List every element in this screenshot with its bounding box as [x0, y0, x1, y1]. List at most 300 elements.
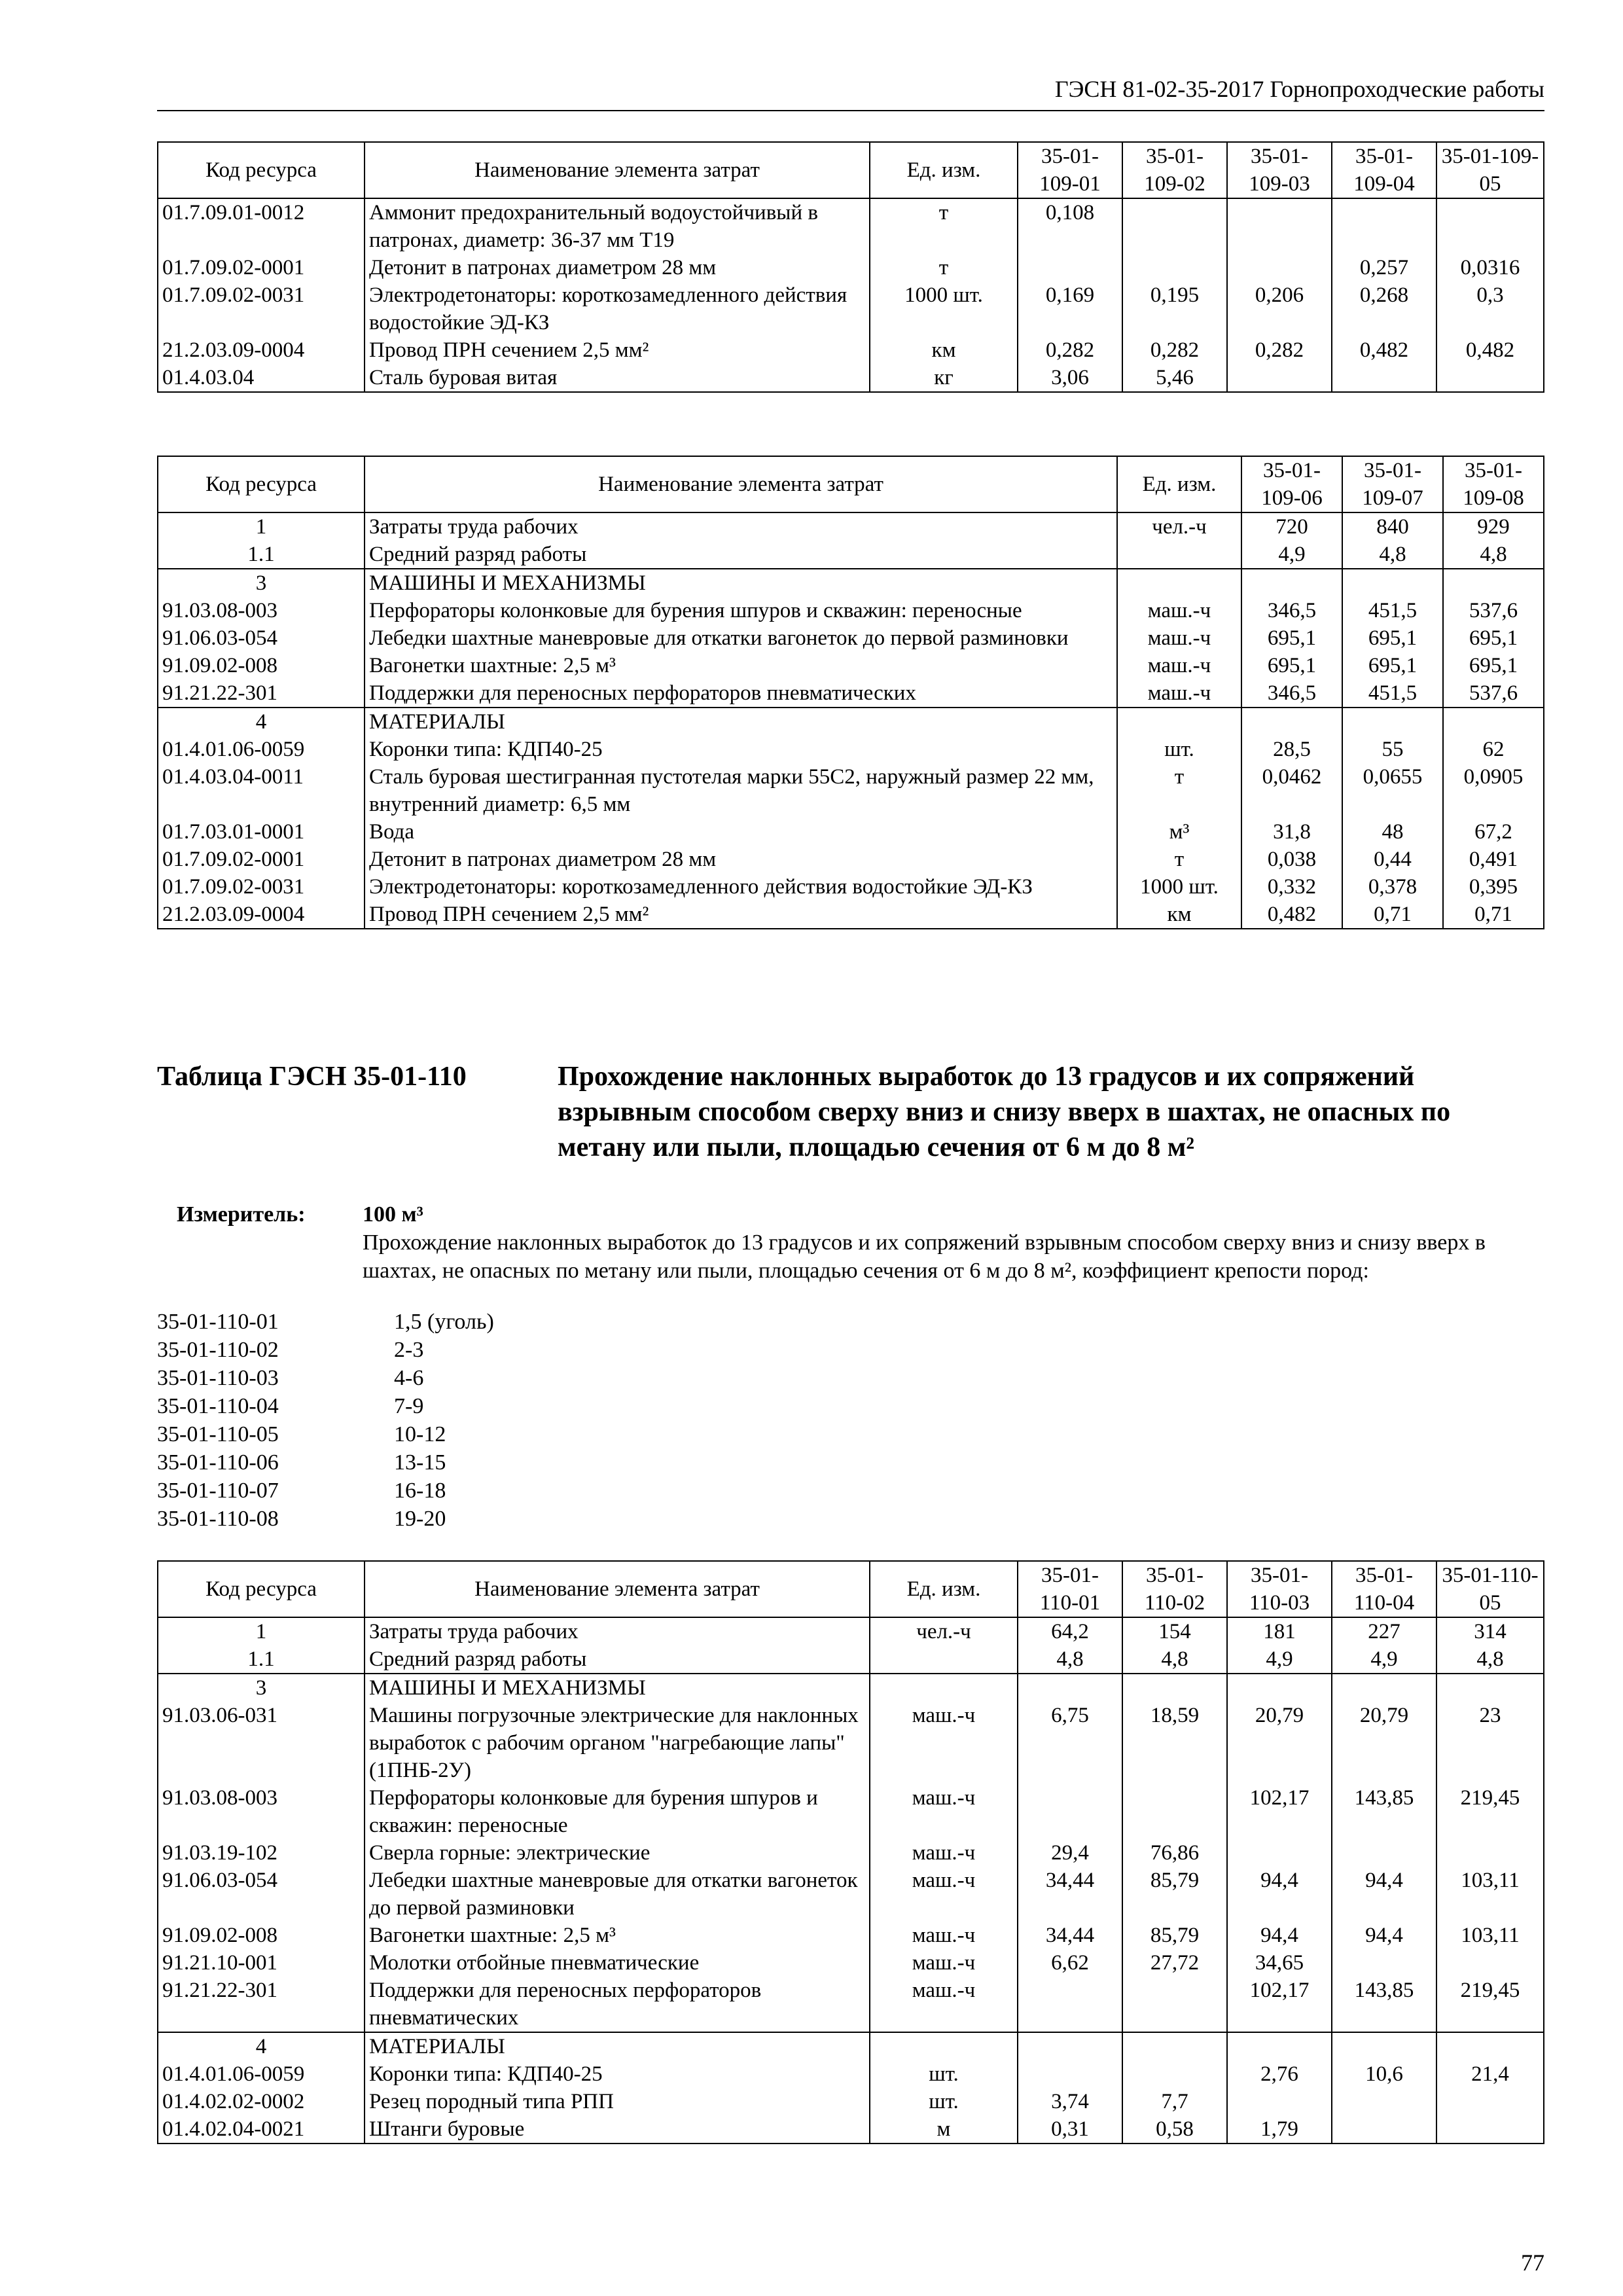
rate-value: 346,5: [1241, 679, 1342, 708]
rate-value: [1227, 2088, 1332, 2115]
resource-name: Средний разряд работы: [365, 1645, 870, 1674]
table-row: [158, 1839, 1544, 1867]
col-header-rate: 35-01-110-03: [1227, 1561, 1332, 1617]
rate-value: 6,62: [1018, 1949, 1122, 1977]
rate-value: [1342, 708, 1443, 736]
rate-code-range: 16-18: [394, 1479, 446, 1503]
resource-code: 1: [158, 1617, 365, 1645]
rate-value: 695,1: [1443, 624, 1544, 652]
rate-value: 76,86: [1122, 1839, 1227, 1867]
resource-unit: шт.: [870, 2088, 1018, 2115]
table-row: [158, 846, 1544, 873]
rate-value: [1018, 2060, 1122, 2088]
col-header-name: Наименование элемента затрат: [365, 142, 870, 198]
rate-code-item: [157, 1308, 746, 1336]
col-header-unit: Ед. изм.: [870, 142, 1018, 198]
rate-value: [1227, 1674, 1332, 1702]
resource-name: Аммонит предохранительный водоустойчивый в патронах, диаметр: 36-37 мм Т19: [365, 198, 870, 254]
rate-value: 5,46: [1122, 364, 1227, 392]
rate-value: 0,395: [1443, 873, 1544, 901]
rate-value: [1122, 1784, 1227, 1839]
resource-name: Сталь буровая витая: [365, 364, 870, 392]
rate-value: 4,8: [1443, 541, 1544, 569]
rate-code-item: [157, 1336, 746, 1364]
rate-value: [1332, 1674, 1436, 1702]
table-row: [158, 1784, 1544, 1839]
table-row: [158, 1617, 1544, 1645]
rate-code-item: [157, 1477, 746, 1505]
rate-value: 85,79: [1122, 1867, 1227, 1922]
rate-code-id: 35-01-110-03: [157, 1366, 279, 1390]
rate-value: [1332, 1949, 1436, 1977]
rate-value: 103,11: [1436, 1922, 1544, 1949]
rate-value: 0,257: [1332, 254, 1436, 281]
resource-code: 91.21.10-001: [158, 1949, 365, 1977]
rate-value: 18,59: [1122, 1702, 1227, 1784]
resource-code: 01.4.03.04: [158, 364, 365, 392]
resource-unit: чел.-ч: [870, 1617, 1018, 1645]
rate-value: 451,5: [1342, 597, 1443, 624]
table-row: [158, 597, 1544, 624]
table-row: [158, 818, 1544, 846]
resource-name: Затраты труда рабочих: [365, 1617, 870, 1645]
resource-code: 91.03.08-003: [158, 1784, 365, 1839]
rate-value: 0,282: [1122, 336, 1227, 364]
resource-code: 91.21.22-301: [158, 1977, 365, 2032]
rate-value: 94,4: [1227, 1922, 1332, 1949]
resource-name: Резец породный типа РПП: [365, 2088, 870, 2115]
rate-value: [1436, 2088, 1544, 2115]
resource-table-109-06-08: [157, 456, 1544, 929]
rate-value: [1436, 1949, 1544, 1977]
col-header-code: Код ресурса: [158, 142, 365, 198]
resource-name: Коронки типа: КДП40-25: [365, 2060, 870, 2088]
rate-value: 537,6: [1443, 679, 1544, 708]
table-row: [158, 1922, 1544, 1949]
resource-unit: маш.-ч: [870, 1702, 1018, 1784]
section-row: [158, 708, 1544, 736]
table-row: [158, 254, 1544, 281]
resource-name: Лебедки шахтные маневровые для откатки вагонеток до первой разминовки: [365, 1867, 870, 1922]
col-header-rate: 35-01-109-03: [1227, 142, 1332, 198]
rate-value: 27,72: [1122, 1949, 1227, 1977]
rate-code-id: 35-01-110-02: [157, 1338, 279, 1362]
table-row: [158, 198, 1544, 254]
rate-code-range: 2-3: [394, 1338, 424, 1362]
resource-unit: чел.-ч: [1117, 512, 1241, 541]
table-row: [158, 1645, 1544, 1674]
rate-value: 0,195: [1122, 281, 1227, 336]
col-header-rate: 35-01-110-05: [1436, 1561, 1544, 1617]
resource-unit: маш.-ч: [1117, 679, 1241, 708]
table-label: Таблица ГЭСН 35-01-110: [157, 1062, 467, 1092]
table-row: [158, 512, 1544, 541]
rate-value: 346,5: [1241, 597, 1342, 624]
resource-code: 91.06.03-054: [158, 1867, 365, 1922]
resource-unit: маш.-ч: [870, 1839, 1018, 1867]
resource-code: 01.7.09.02-0001: [158, 254, 365, 281]
resource-code: 01.4.01.06-0059: [158, 2060, 365, 2088]
rate-value: 4,9: [1332, 1645, 1436, 1674]
rate-value: [1018, 1674, 1122, 1702]
rate-value: [1122, 254, 1227, 281]
page-number: 77: [1521, 2250, 1544, 2276]
resource-unit: маш.-ч: [870, 1949, 1018, 1977]
rate-value: 0,378: [1342, 873, 1443, 901]
rate-value: 0,206: [1227, 281, 1332, 336]
rate-value: [1122, 198, 1227, 254]
table-row: [158, 901, 1544, 929]
resource-name: Коронки типа: КДП40-25: [365, 736, 1117, 763]
rate-value: 64,2: [1018, 1617, 1122, 1645]
resource-unit: м³: [1117, 818, 1241, 846]
measure-label: Измеритель:: [177, 1202, 306, 1227]
resource-unit: 1000 шт.: [870, 281, 1018, 336]
rate-value: 720: [1241, 512, 1342, 541]
resource-name: Перфораторы колонковые для бурения шпуров и скважин: переносные: [365, 597, 1117, 624]
rate-code-list: [157, 1308, 746, 1533]
table-row: [158, 736, 1544, 763]
resource-unit: 1000 шт.: [1117, 873, 1241, 901]
rate-value: 695,1: [1241, 652, 1342, 679]
table-row: [158, 1702, 1544, 1784]
rate-value: [1018, 254, 1122, 281]
rate-code-item: [157, 1392, 746, 1420]
col-header-rate: 35-01-109-06: [1241, 456, 1342, 512]
resource-code: 01.7.09.02-0001: [158, 846, 365, 873]
rate-value: [1332, 2115, 1436, 2144]
resource-name: МАШИНЫ И МЕХАНИЗМЫ: [365, 569, 1117, 597]
rate-value: 0,3: [1436, 281, 1544, 336]
rate-value: [1443, 569, 1544, 597]
rate-value: 21,4: [1436, 2060, 1544, 2088]
rate-value: [1436, 2032, 1544, 2060]
rate-value: 23: [1436, 1702, 1544, 1784]
resource-name: Вагонетки шахтные: 2,5 м³: [365, 1922, 870, 1949]
rate-value: 695,1: [1241, 624, 1342, 652]
rate-code-id: 35-01-110-08: [157, 1507, 279, 1531]
resource-code: 91.09.02-008: [158, 652, 365, 679]
section-row: [158, 569, 1544, 597]
rate-value: 20,79: [1227, 1702, 1332, 1784]
resource-unit: [1117, 708, 1241, 736]
rate-value: 20,79: [1332, 1702, 1436, 1784]
resource-unit: маш.-ч: [870, 1867, 1018, 1922]
rate-value: [1122, 2032, 1227, 2060]
resource-table-109-01-05: [157, 141, 1544, 393]
rate-value: 0,31: [1018, 2115, 1122, 2144]
running-header: ГЭСН 81-02-35-2017 Горнопроходческие работы: [157, 73, 1544, 111]
resource-unit: маш.-ч: [870, 1784, 1018, 1839]
rate-value: 67,2: [1443, 818, 1544, 846]
rate-value: 695,1: [1342, 652, 1443, 679]
rate-value: 695,1: [1443, 652, 1544, 679]
resource-name: Средний разряд работы: [365, 541, 1117, 569]
resource-name: Вода: [365, 818, 1117, 846]
resource-code: 01.4.02.04-0021: [158, 2115, 365, 2144]
rate-value: [1332, 198, 1436, 254]
resource-unit: маш.-ч: [870, 1922, 1018, 1949]
header-row: [158, 456, 1544, 512]
resource-code: 21.2.03.09-0004: [158, 336, 365, 364]
section-row: [158, 1674, 1544, 1702]
resource-code: 01.7.03.01-0001: [158, 818, 365, 846]
resource-name: Лебедки шахтные маневровые для откатки вагонеток до первой разминовки: [365, 624, 1117, 652]
rate-value: 0,71: [1443, 901, 1544, 929]
rate-value: [1018, 1977, 1122, 2032]
rate-value: [1342, 569, 1443, 597]
rate-value: 7,7: [1122, 2088, 1227, 2115]
rate-value: 2,76: [1227, 2060, 1332, 2088]
resource-unit: км: [870, 336, 1018, 364]
resource-unit: [1117, 541, 1241, 569]
resource-unit: [870, 2032, 1018, 2060]
col-header-unit: Ед. изм.: [870, 1561, 1018, 1617]
rate-value: 0,332: [1241, 873, 1342, 901]
rate-value: [1227, 198, 1332, 254]
rate-value: 10,6: [1332, 2060, 1436, 2088]
col-header-unit: Ед. изм.: [1117, 456, 1241, 512]
rate-value: 219,45: [1436, 1784, 1544, 1839]
rate-value: 0,491: [1443, 846, 1544, 873]
rate-value: [1436, 1839, 1544, 1867]
rate-code-id: 35-01-110-06: [157, 1450, 279, 1475]
rate-value: [1436, 364, 1544, 392]
rate-code-range: 13-15: [394, 1450, 446, 1475]
rate-value: 0,0462: [1241, 763, 1342, 818]
rate-value: 94,4: [1227, 1867, 1332, 1922]
rate-value: 0,108: [1018, 198, 1122, 254]
rate-code-item: [157, 1420, 746, 1448]
resource-name: МАШИНЫ И МЕХАНИЗМЫ: [365, 1674, 870, 1702]
rate-value: 4,8: [1018, 1645, 1122, 1674]
rate-value: 0,282: [1018, 336, 1122, 364]
resource-code: 91.21.22-301: [158, 679, 365, 708]
rate-value: 55: [1342, 736, 1443, 763]
rate-code-item: [157, 1505, 746, 1533]
rate-value: [1122, 2060, 1227, 2088]
rate-value: 85,79: [1122, 1922, 1227, 1949]
col-header-rate: 35-01-109-05: [1436, 142, 1544, 198]
resource-name: Молотки отбойные пневматические: [365, 1949, 870, 1977]
measure-unit: 100 м³: [363, 1202, 423, 1227]
rate-value: 181: [1227, 1617, 1332, 1645]
rate-value: [1122, 1674, 1227, 1702]
resource-code: 4: [158, 708, 365, 736]
rate-value: [1122, 1977, 1227, 2032]
col-header-rate: 35-01-109-01: [1018, 142, 1122, 198]
rate-value: 0,268: [1332, 281, 1436, 336]
rate-value: 0,169: [1018, 281, 1122, 336]
col-header-rate: 35-01-110-02: [1122, 1561, 1227, 1617]
table-row: [158, 1977, 1544, 2032]
rate-value: [1332, 2032, 1436, 2060]
header-row: [158, 142, 1544, 198]
resource-name: Провод ПРН сечением 2,5 мм²: [365, 901, 1117, 929]
rate-value: [1332, 2088, 1436, 2115]
resource-unit: [1117, 569, 1241, 597]
table-caption: Прохождение наклонных выработок до 13 градусов и их сопряжений взрывным способом сверху вниз и снизу вверх в шахтах, не опасных по метану или пыли, площадью сечения от 6 м до 8 м²: [558, 1062, 1451, 1162]
header-row: [158, 1561, 1544, 1617]
rate-code-range: 7-9: [394, 1394, 424, 1418]
rate-value: 103,11: [1436, 1867, 1544, 1922]
rate-value: 31,8: [1241, 818, 1342, 846]
resource-unit: маш.-ч: [870, 1977, 1018, 2032]
table-row: [158, 2088, 1544, 2115]
rate-value: 451,5: [1342, 679, 1443, 708]
resource-code: 1: [158, 512, 365, 541]
col-header-code: Код ресурса: [158, 1561, 365, 1617]
rate-value: [1227, 364, 1332, 392]
rate-value: 1,79: [1227, 2115, 1332, 2144]
rate-value: [1227, 1839, 1332, 1867]
rate-value: 840: [1342, 512, 1443, 541]
rate-value: 34,44: [1018, 1922, 1122, 1949]
resource-unit: т: [870, 254, 1018, 281]
rate-code-range: 1,5 (уголь): [394, 1310, 494, 1334]
rate-value: [1018, 1784, 1122, 1839]
rate-value: 0,44: [1342, 846, 1443, 873]
rate-value: 0,0655: [1342, 763, 1443, 818]
rate-value: 4,8: [1436, 1645, 1544, 1674]
resource-code: 01.4.01.06-0059: [158, 736, 365, 763]
resource-code: 91.06.03-054: [158, 624, 365, 652]
resource-unit: маш.-ч: [1117, 652, 1241, 679]
resource-code: 91.03.19-102: [158, 1839, 365, 1867]
rate-value: 0,282: [1227, 336, 1332, 364]
rate-value: 3,74: [1018, 2088, 1122, 2115]
rate-value: [1227, 254, 1332, 281]
rate-value: 0,71: [1342, 901, 1443, 929]
rate-value: 0,0316: [1436, 254, 1544, 281]
rate-value: [1018, 2032, 1122, 2060]
rate-value: 28,5: [1241, 736, 1342, 763]
table-row: [158, 281, 1544, 336]
col-header-rate: 35-01-109-04: [1332, 142, 1436, 198]
rate-value: 34,44: [1018, 1867, 1122, 1922]
rate-code-range: 10-12: [394, 1422, 446, 1446]
resource-code: 01.4.03.04-0011: [158, 763, 365, 818]
resource-table-110-01-05: [157, 1560, 1544, 2144]
rate-value: 0,58: [1122, 2115, 1227, 2144]
resource-name: Сталь буровая шестигранная пустотелая марки 55С2, наружный размер 22 мм, внутренний диаметр: 6,5 мм: [365, 763, 1117, 818]
resource-code: 3: [158, 1674, 365, 1702]
col-header-rate: 35-01-109-02: [1122, 142, 1227, 198]
resource-code: 1.1: [158, 541, 365, 569]
rate-value: 6,75: [1018, 1702, 1122, 1784]
table-row: [158, 624, 1544, 652]
resource-code: 4: [158, 2032, 365, 2060]
resource-name: Провод ПРН сечением 2,5 мм²: [365, 336, 870, 364]
rate-value: 62: [1443, 736, 1544, 763]
rate-code-item: [157, 1364, 746, 1392]
rate-code-range: 4-6: [394, 1366, 424, 1390]
resource-name: Сверла горные: электрические: [365, 1839, 870, 1867]
rate-value: [1443, 708, 1544, 736]
resource-unit: [870, 1674, 1018, 1702]
resource-code: 3: [158, 569, 365, 597]
col-header-rate: 35-01-109-07: [1342, 456, 1443, 512]
resource-name: Вагонетки шахтные: 2,5 м³: [365, 652, 1117, 679]
rate-value: 48: [1342, 818, 1443, 846]
rate-value: 0,482: [1241, 901, 1342, 929]
resource-code: 01.4.02.02-0002: [158, 2088, 365, 2115]
rate-value: 0,038: [1241, 846, 1342, 873]
col-header-rate: 35-01-109-08: [1443, 456, 1544, 512]
table-row: [158, 336, 1544, 364]
rate-value: 29,4: [1018, 1839, 1122, 1867]
rate-value: 227: [1332, 1617, 1436, 1645]
rate-value: 143,85: [1332, 1784, 1436, 1839]
resource-name: Перфораторы колонковые для бурения шпуров и скважин: переносные: [365, 1784, 870, 1839]
table-row: [158, 1867, 1544, 1922]
section-row: [158, 2032, 1544, 2060]
rate-value: 4,8: [1342, 541, 1443, 569]
table-row: [158, 763, 1544, 818]
rate-code-id: 35-01-110-01: [157, 1310, 279, 1334]
resource-code: 21.2.03.09-0004: [158, 901, 365, 929]
resource-name: Поддержки для переносных перфораторов пневматических: [365, 679, 1117, 708]
resource-code: 01.7.09.01-0012: [158, 198, 365, 254]
rate-code-item: [157, 1448, 746, 1477]
rate-code-id: 35-01-110-07: [157, 1479, 279, 1503]
table-row: [158, 1949, 1544, 1977]
col-header-rate: 35-01-110-04: [1332, 1561, 1436, 1617]
resource-unit: маш.-ч: [1117, 597, 1241, 624]
col-header-name: Наименование элемента затрат: [365, 456, 1117, 512]
resource-name: Поддержки для переносных перфораторов пневматических: [365, 1977, 870, 2032]
resource-name: Детонит в патронах диаметром 28 мм: [365, 254, 870, 281]
rate-value: 4,8: [1122, 1645, 1227, 1674]
rate-value: [1241, 569, 1342, 597]
table-row: [158, 873, 1544, 901]
resource-unit: т: [1117, 763, 1241, 818]
rate-value: 94,4: [1332, 1922, 1436, 1949]
rate-value: [1241, 708, 1342, 736]
rate-value: 0,482: [1332, 336, 1436, 364]
rate-value: [1436, 1674, 1544, 1702]
resource-code: 91.09.02-008: [158, 1922, 365, 1949]
resource-name: Машины погрузочные электрические для наклонных выработок с рабочим органом "нагребающие лапы" (1ПНБ-2У): [365, 1702, 870, 1784]
rate-value: 143,85: [1332, 1977, 1436, 2032]
resource-name: Штанги буровые: [365, 2115, 870, 2144]
rate-value: 695,1: [1342, 624, 1443, 652]
resource-name: Электродетонаторы: короткозамедленного действия водостойкие ЭД-КЗ: [365, 281, 870, 336]
rate-code-range: 19-20: [394, 1507, 446, 1531]
rate-value: 102,17: [1227, 1977, 1332, 2032]
rate-value: 34,65: [1227, 1949, 1332, 1977]
rate-value: 314: [1436, 1617, 1544, 1645]
rate-code-id: 35-01-110-05: [157, 1422, 279, 1446]
rate-value: 0,0905: [1443, 763, 1544, 818]
rate-value: 4,9: [1227, 1645, 1332, 1674]
col-header-rate: 35-01-110-01: [1018, 1561, 1122, 1617]
table-row: [158, 2115, 1544, 2144]
resource-unit: шт.: [1117, 736, 1241, 763]
resource-code: 01.7.09.02-0031: [158, 873, 365, 901]
rate-value: 219,45: [1436, 1977, 1544, 2032]
resource-name: Детонит в патронах диаметром 28 мм: [365, 846, 1117, 873]
measure-description: Прохождение наклонных выработок до 13 градусов и их сопряжений взрывным способом сверху вниз и снизу вверх в шахтах, не опасных по метану или пыли, площадью сечения от 6 м до 8 м², коэффициент крепости пород:: [363, 1230, 1486, 1283]
col-header-code: Код ресурса: [158, 456, 365, 512]
resource-unit: м: [870, 2115, 1018, 2144]
rate-value: 3,06: [1018, 364, 1122, 392]
resource-code: 1.1: [158, 1645, 365, 1674]
resource-code: 91.03.06-031: [158, 1702, 365, 1784]
resource-unit: км: [1117, 901, 1241, 929]
resource-name: МАТЕРИАЛЫ: [365, 708, 1117, 736]
resource-name: Электродетонаторы: короткозамедленного действия водостойкие ЭД-КЗ: [365, 873, 1117, 901]
